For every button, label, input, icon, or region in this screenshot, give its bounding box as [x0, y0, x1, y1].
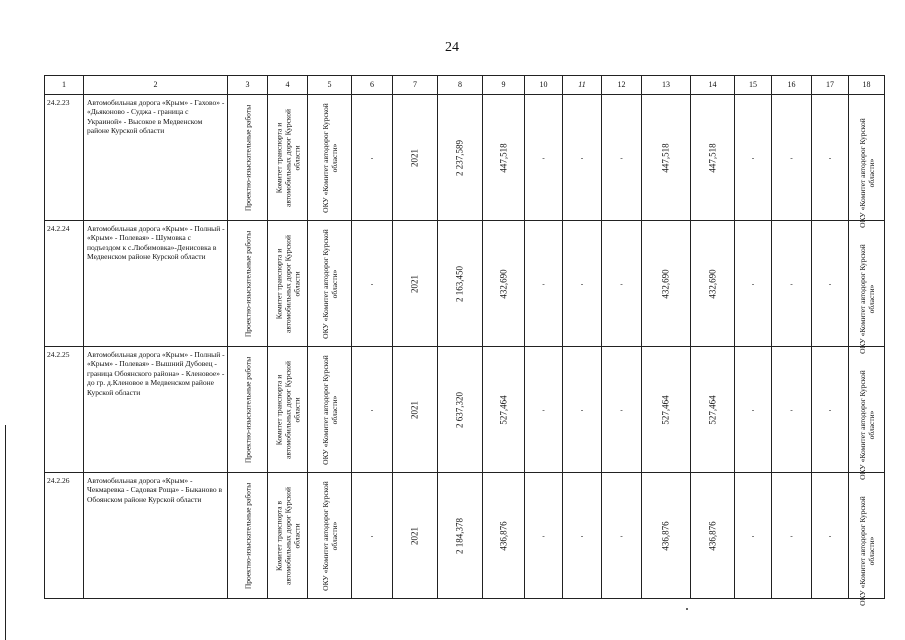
col9-cell [483, 221, 525, 347]
col13-value: 432,690 [660, 268, 671, 299]
col-header: 2 [84, 76, 228, 95]
col9-value: 436,876 [498, 520, 509, 551]
col-header: 10 [525, 76, 563, 95]
total-value: 2 237,589 [454, 139, 465, 176]
col14-cell [691, 95, 735, 221]
col13-value: 436,876 [660, 520, 671, 551]
col9-cell [483, 95, 525, 221]
col-header: 6 [352, 76, 393, 95]
col18-cell [849, 347, 885, 480]
total-cell [438, 221, 483, 347]
col18-cell [849, 95, 885, 228]
col-header: 8 [438, 76, 483, 95]
col18-cell [849, 473, 885, 606]
col11-value: - [563, 473, 602, 599]
col-header: 12 [602, 76, 642, 95]
oku: ОКУ «Комитет автодорог Курской области» [320, 102, 339, 213]
row-number: 24.2.26 [45, 473, 84, 599]
oku: ОКУ «Комитет автодорог Курской области» [320, 354, 339, 465]
col-header: 5 [308, 76, 352, 95]
col-header: 1 [45, 76, 84, 95]
col14-value: 436,876 [707, 520, 718, 551]
year: 2021 [409, 526, 420, 545]
work-type: Проектно-изыскательные работы [243, 230, 252, 337]
year: 2021 [409, 274, 420, 293]
col17-value: - [812, 221, 849, 347]
col9-value: 447,518 [498, 142, 509, 173]
year: 2021 [409, 400, 420, 419]
col-header: 15 [735, 76, 772, 95]
col12-value: - [602, 221, 642, 347]
work-type-cell [228, 473, 268, 599]
committee-cell [268, 221, 308, 347]
year-cell [393, 221, 438, 347]
col16-value: - [772, 473, 812, 599]
col-header: 3 [228, 76, 268, 95]
oku-cell [308, 347, 352, 473]
total-cell [438, 347, 483, 473]
col18-value: ОКУ «Комитет автодорог Курской области» [857, 495, 876, 606]
year-cell [393, 347, 438, 473]
col17-value: - [812, 347, 849, 473]
col6-value: - [352, 95, 393, 221]
col15-value: - [735, 95, 772, 221]
col10-value: - [525, 473, 563, 599]
committee-cell [268, 473, 308, 599]
col14-value: 432,690 [707, 268, 718, 299]
scan-edge-rule [5, 425, 6, 640]
col14-cell [691, 473, 735, 599]
col14-value: 447,518 [707, 142, 718, 173]
oku: ОКУ «Комитет автодорог Курской области» [320, 480, 339, 591]
col-header: 4 [268, 76, 308, 95]
table-row [45, 95, 885, 221]
committee: Комитет транспорта и автомобильных дорог Курской области [274, 360, 301, 459]
col6-value: - [352, 221, 393, 347]
col6-value: - [352, 347, 393, 473]
year: 2021 [409, 148, 420, 167]
col15-value: - [735, 473, 772, 599]
col9-cell [483, 473, 525, 599]
road-name: Автомобильная дорога «Крым» - Гахово» - «Дьяконово - Суджа - граница с Украиной» - Высокое в Медвенском районе Курской области [84, 95, 228, 221]
col15-value: - [735, 221, 772, 347]
col-header: 16 [772, 76, 812, 95]
col-header: 13 [642, 76, 691, 95]
col-header: 17 [812, 76, 849, 95]
col10-value: - [525, 95, 563, 221]
col16-value: - [772, 221, 812, 347]
col12-value: - [602, 347, 642, 473]
col12-value: - [602, 473, 642, 599]
work-type-cell [228, 347, 268, 473]
col14-cell [691, 221, 735, 347]
road-name: Автомобильная дорога «Крым» - Полный - «Крым» - Полевая» - Шумовка с подъездом к с.Любимовка»-Денисовка в Медвенском районе Курской области [84, 221, 228, 347]
col-header: 9 [483, 76, 525, 95]
oku: ОКУ «Комитет автодорог Курской области» [320, 228, 339, 339]
total-cell [438, 95, 483, 221]
committee-cell [268, 347, 308, 473]
col9-value: 527,464 [498, 394, 509, 425]
col-header: 14 [691, 76, 735, 95]
col15-value: - [735, 347, 772, 473]
col-header: 11 [563, 76, 602, 95]
road-name: Автомобильная дорога «Крым» - Полный - «Крым» - Полевая» - Вышний Дубовец - граница Обоянского района» - Кленовое» - до гр. д.Кленовое в Медвенском районе Курской области [84, 347, 228, 473]
col18-cell [849, 221, 885, 354]
col18-value: ОКУ «Комитет автодорог Курской области» [857, 117, 876, 228]
col-header: 18 [849, 76, 885, 95]
col13-cell [642, 473, 691, 599]
col11-value: - [563, 347, 602, 473]
row-number: 24.2.24 [45, 221, 84, 347]
col-header: 7 [393, 76, 438, 95]
col14-value: 527,464 [707, 394, 718, 425]
total-value: 2 184,378 [454, 517, 465, 554]
total-cell [438, 473, 483, 599]
col16-value: - [772, 347, 812, 473]
col17-value: - [812, 95, 849, 221]
col13-cell [642, 95, 691, 221]
row-number: 24.2.23 [45, 95, 84, 221]
page-number: 24 [445, 40, 459, 55]
work-type: Проектно-изыскательные работы [243, 482, 252, 589]
col9-cell [483, 347, 525, 473]
data-table [44, 75, 885, 606]
work-type-cell [228, 221, 268, 347]
total-value: 2 163,450 [454, 265, 465, 302]
work-type-cell [228, 95, 268, 221]
col13-value: 447,518 [660, 142, 671, 173]
oku-cell [308, 473, 352, 599]
col13-value: 527,464 [660, 394, 671, 425]
row-number: 24.2.25 [45, 347, 84, 473]
committee-cell [268, 95, 308, 221]
col11-value: - [563, 221, 602, 347]
oku-cell [308, 221, 352, 347]
committee: Комитет транспорта и автомобильных дорог Курской области [274, 108, 301, 207]
year-cell [393, 473, 438, 599]
col13-cell [642, 221, 691, 347]
road-name: Автомобильная дорога «Крым» - Чекмаревка - Садовая Роща» - Быканово в Обоянском районе Курской области [84, 473, 228, 599]
committee: Комитет транспорта в автомобильных дорог Курской области [274, 486, 301, 585]
table-row [45, 347, 885, 473]
col12-value: - [602, 95, 642, 221]
scan-speck [686, 608, 688, 610]
committee: Комитет транспорта и автомобильных дорог Курской области [274, 234, 301, 333]
year-cell [393, 95, 438, 221]
col10-value: - [525, 347, 563, 473]
col18-value: ОКУ «Комитет автодорог Курской области» [857, 369, 876, 480]
col10-value: - [525, 221, 563, 347]
col18-value: ОКУ «Комитет автодорог Курской области» [857, 243, 876, 354]
col16-value: - [772, 95, 812, 221]
col13-cell [642, 347, 691, 473]
col11-value: - [563, 95, 602, 221]
col14-cell [691, 347, 735, 473]
table-row [45, 221, 885, 347]
table-row [45, 473, 885, 599]
total-value: 2 637,320 [454, 391, 465, 428]
work-type: Проектно-изыскательные работы [243, 356, 252, 463]
col6-value: - [352, 473, 393, 599]
col17-value: - [812, 473, 849, 599]
work-type: Проектно-изыскательные работы [243, 104, 252, 211]
col9-value: 432,690 [498, 268, 509, 299]
header-row [45, 76, 885, 95]
oku-cell [308, 95, 352, 221]
